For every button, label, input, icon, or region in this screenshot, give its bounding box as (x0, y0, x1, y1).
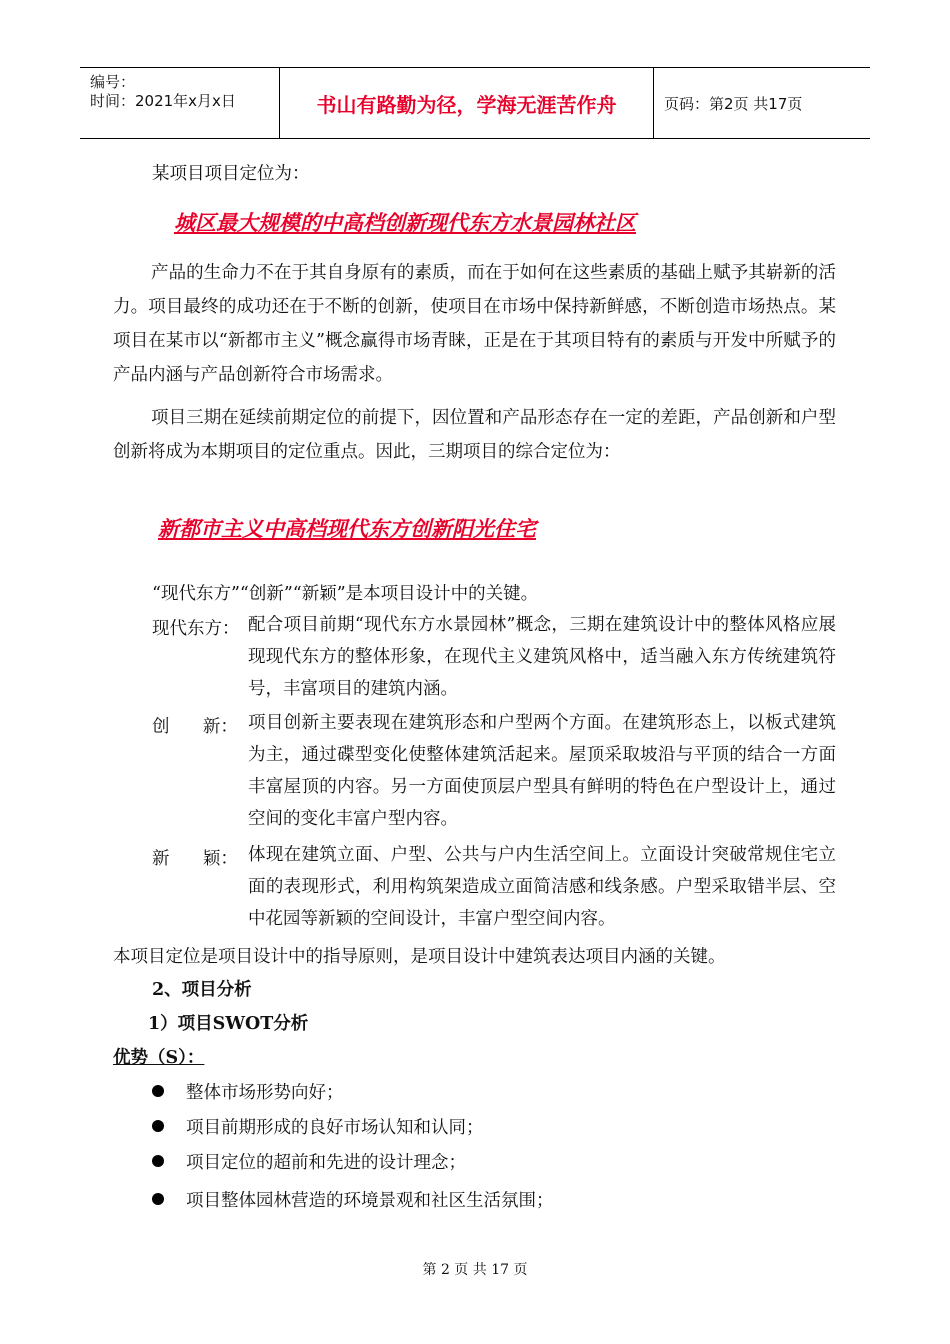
slogan-primary: 城区最大规模的中高档创新现代东方水景园林社区 (174, 211, 636, 235)
header-date: 时间：2021年x月x日 (90, 92, 236, 110)
section-heading: 2、项目分析 (152, 980, 252, 1000)
strengths-heading: 优势（S）： (113, 1048, 205, 1068)
strength-item: 项目前期形成的良好市场认知和认同； (186, 1118, 484, 1138)
paragraph-product-vitality: 产品的生命力不在于其自身原有的素质，而在于如何在这些素质的基础上赋予其崭新的活力。项目最终的成功还在于不断的创新，使项目在市场中保持新鲜感，不断创造市场热点。某项目在某市以“新都市主义”概念赢得市场青睐，正是在于其项目特有的素质与开发中所赋予的产品内涵与产品创新符合市场需求。 (113, 263, 836, 385)
definition-label-novelty: 新 颖： (152, 849, 238, 869)
strength-item: 项目定位的超前和先进的设计理念； (186, 1153, 466, 1173)
bullet-icon (152, 1155, 164, 1167)
header-motto: 书山有路勤为径，学海无涯苦作舟 (280, 68, 654, 138)
slogan-secondary: 新都市主义中高档现代东方创新阳光住宅 (158, 517, 536, 541)
bullet-icon (152, 1085, 164, 1097)
definition-text-innovation: 项目创新主要表现在建筑形态和户型两个方面。在建筑形态上，以板式建筑为主，通过碟型变化使整体建筑活起来。屋顶采取坡沿与平顶的结合一方面丰富屋顶的内容。另一方面使顶层户型具有鲜明的特色在户型设计上，通过空间的变化丰富户型内容。 (248, 713, 836, 829)
definition-label-modern-east: 现代东方： (152, 619, 240, 639)
page-footer: 第 2 页 共 17 页 (422, 1262, 528, 1278)
paragraph-phase-three: 项目三期在延续前期定位的前提下，因位置和产品形态存在一定的差距，产品创新和户型创新将成为本期项目的定位重点。因此，三期项目的综合定位为： (113, 408, 836, 462)
header-meta (80, 68, 280, 138)
header-page-number: 页码：第2页 共17页 (664, 94, 803, 113)
definition-text-novelty: 体现在建筑立面、户型、公共与户内生活空间上。立面设计突破常规住宅立面的表现形式，利用构筑架造成立面简洁感和线条感。户型采取错半层、空中花园等新颖的空间设计，丰富户型空间内容。 (248, 845, 836, 929)
keywords-line: “现代东方”“创新”“新颖”是本项目设计中的关键。 (152, 584, 539, 604)
page-header (80, 67, 870, 139)
strength-item: 整体市场形势向好； (186, 1083, 344, 1103)
intro-line: 某项目项目定位为： (152, 164, 310, 184)
subsection-heading: 1）项目SWOT分析 (148, 1014, 309, 1034)
guiding-principle-line: 本项目定位是项目设计中的指导原则，是项目设计中建筑表达项目内涵的关键。 (113, 947, 726, 967)
bullet-icon (152, 1193, 164, 1205)
header-number: 编号： (90, 73, 136, 91)
strength-item: 项目整体园林营造的环境景观和社区生活氛围； (186, 1191, 554, 1211)
definition-label-innovation: 创 新： (152, 717, 238, 737)
bullet-icon (152, 1120, 164, 1132)
definition-text-modern-east: 配合项目前期“现代东方水景园林”概念，三期在建筑设计中的整体风格应展现现代东方的整体形象，在现代主义建筑风格中，适当融入东方传统建筑符号，丰富项目的建筑内涵。 (248, 615, 836, 699)
